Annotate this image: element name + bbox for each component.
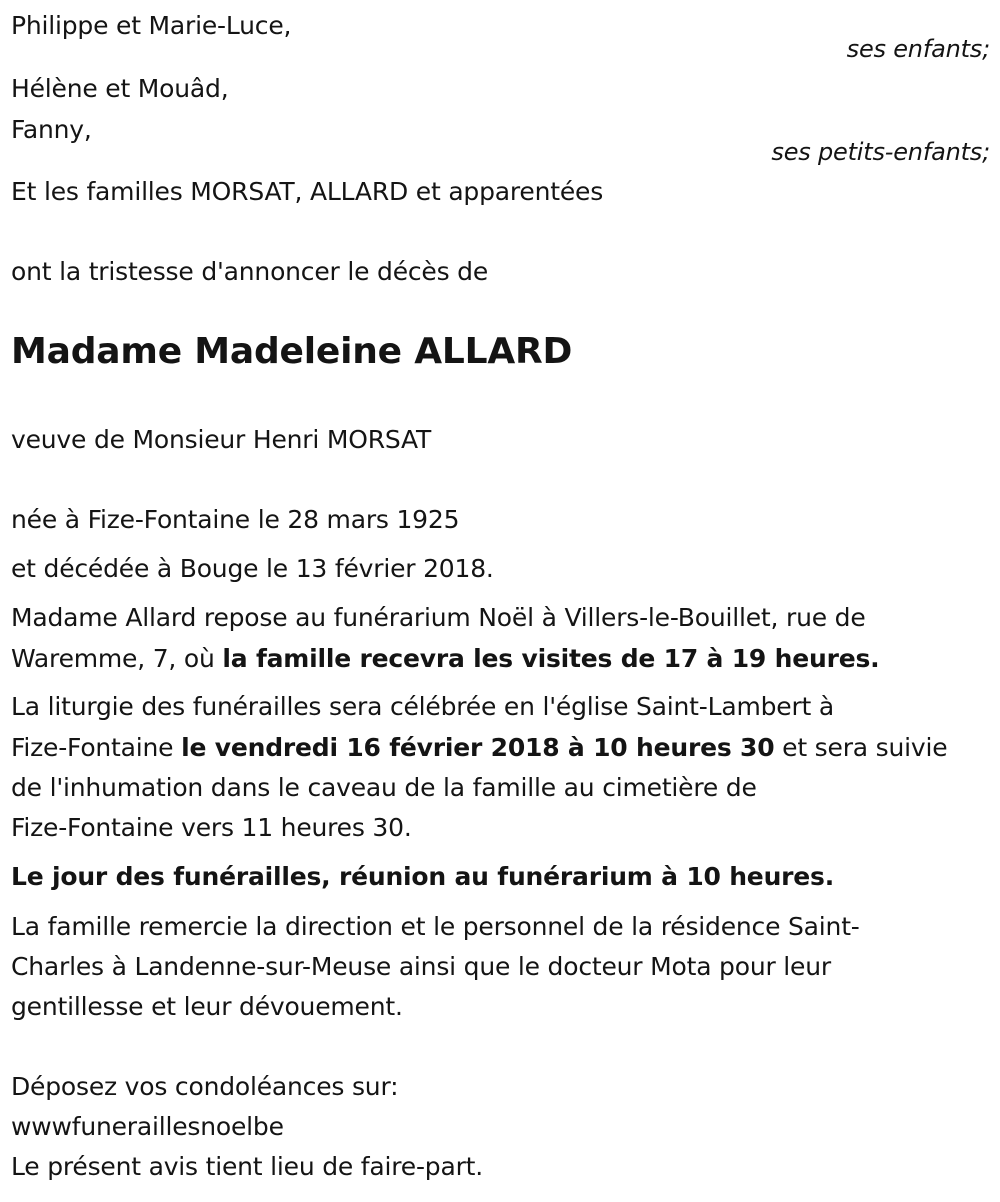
children-role: ses enfants; xyxy=(846,35,990,63)
faire-part-notice: Le présent avis tient lieu de faire-part. xyxy=(11,1152,484,1181)
funeral-line-1: La liturgie des funérailles sera célébrée en l'église Saint-Lambert à xyxy=(11,692,834,721)
funeral-line-4: Fize-Fontaine vers 11 heures 30. xyxy=(11,813,412,842)
grandchildren-names-2: Fanny, xyxy=(11,115,92,144)
funeral-line-2-text-b: et sera suivie xyxy=(774,733,948,762)
funeral-date: le vendredi 16 février 2018 à 10 heures 30 xyxy=(181,733,775,762)
thanks-line-3: gentillesse et leur dévouement. xyxy=(11,992,403,1021)
birth-line: née à Fize-Fontaine le 28 mars 1925 xyxy=(11,505,460,534)
other-families: Et les familles MORSAT, ALLARD et apparentées xyxy=(11,177,604,206)
funeral-line-2 xyxy=(11,733,947,763)
condolences-label: Déposez vos condoléances sur: xyxy=(11,1072,399,1101)
visitation-line-1: Madame Allard repose au funérarium Noël à Villers-le-Bouillet, rue de xyxy=(11,603,866,632)
deceased-name: Madame Madeleine ALLARD xyxy=(11,331,573,372)
announcement-intro: ont la tristesse d'annoncer le décès de xyxy=(11,257,489,286)
visitation-line-2-text: Waremme, 7, où xyxy=(11,644,223,673)
grandchildren-names-1: Hélène et Mouâd, xyxy=(11,74,229,103)
death-line: et décédée à Bouge le 13 février 2018. xyxy=(11,554,494,583)
spouse-line: veuve de Monsieur Henri MORSAT xyxy=(11,425,432,454)
visitation-line-2 xyxy=(11,644,879,674)
visitation-hours: la famille recevra les visites de 17 à 19 heures. xyxy=(222,644,880,673)
condolences-website: wwwfuneraillesnoelbe xyxy=(11,1112,284,1141)
thanks-line-1: La famille remercie la direction et le personnel de la résidence Saint- xyxy=(11,912,860,941)
thanks-line-2: Charles à Landenne-sur-Meuse ainsi que le docteur Mota pour leur xyxy=(11,952,831,981)
funeral-line-3: de l'inhumation dans le caveau de la famille au cimetière de xyxy=(11,773,757,802)
grandchildren-role: ses petits-enfants; xyxy=(771,138,990,166)
children-names: Philippe et Marie-Luce, xyxy=(11,11,292,40)
meeting-line: Le jour des funérailles, réunion au funérarium à 10 heures. xyxy=(11,862,835,891)
funeral-line-2-text-a: Fize-Fontaine xyxy=(11,733,182,762)
